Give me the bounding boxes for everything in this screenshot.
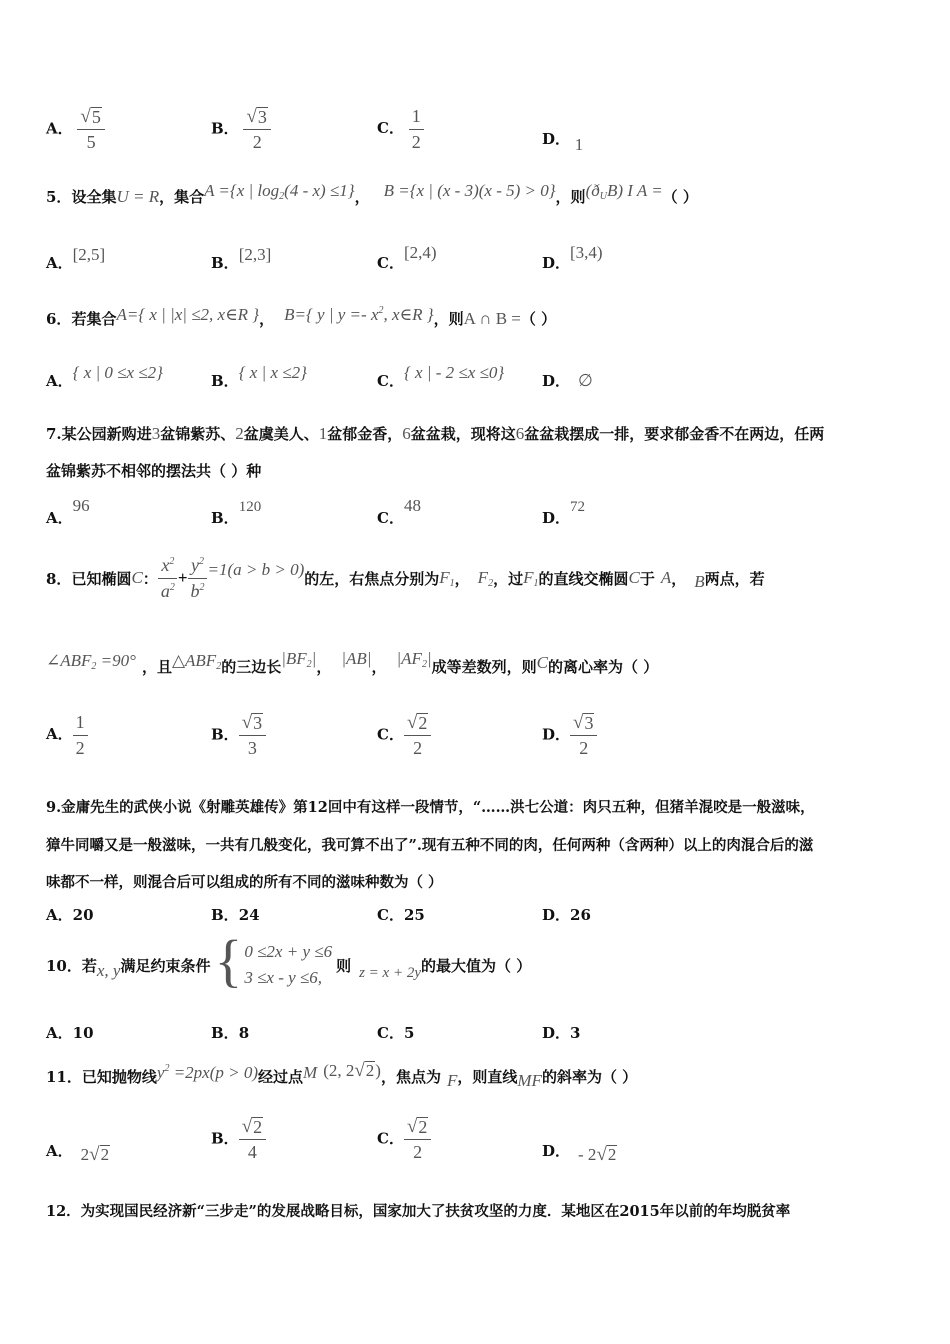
answer-paren: （ ） — [662, 188, 698, 206]
q8-option-d[interactable] — [542, 712, 597, 759]
math-point-b: B — [694, 572, 705, 592]
option-value: ∅ — [578, 371, 593, 390]
q9-stem-line1: 9.金庸先生的武侠小说《射雕英雄传》第12回中有这样一段情节，“……洪七公道：肉只五种，但猪羊混咬是一般滋味， — [46, 799, 815, 816]
stem-text: ，焦点为 — [380, 1068, 441, 1086]
option-value: [2,4) — [403, 243, 437, 262]
q11-option-a[interactable] — [46, 1140, 110, 1165]
stem-text: 的三边长 — [221, 658, 282, 676]
denominator: a — [160, 580, 170, 601]
math-triangle — [172, 651, 221, 670]
q5-option-c[interactable] — [377, 243, 437, 273]
option-value: { x | 0 ≤x ≤2} — [72, 363, 163, 382]
constraint-system — [244, 939, 332, 992]
q6-option-c[interactable] — [377, 363, 505, 391]
question-number: 11． — [46, 1068, 82, 1086]
option-label: C． — [377, 725, 404, 744]
math-af2 — [397, 649, 432, 668]
segment-head: |AF — [396, 649, 422, 668]
option-value: [2,3] — [238, 245, 272, 264]
coord-tail: ) — [375, 1061, 381, 1080]
q4-option-c[interactable] — [377, 106, 424, 152]
option-label: B． — [211, 509, 239, 527]
log-base: 2 — [279, 191, 285, 202]
fraction-x — [158, 555, 178, 601]
option-label: D． — [542, 1024, 571, 1042]
option-label: D． — [542, 372, 571, 390]
fraction: √ 5 5 — [77, 106, 104, 153]
option-value: 5 — [403, 1024, 415, 1042]
stem-text: 盆盆栽，现将这 — [410, 425, 516, 443]
q8-option-c[interactable] — [377, 712, 431, 759]
q5-option-a[interactable] — [46, 245, 106, 273]
radicand: 2 — [607, 1145, 617, 1164]
option-value: 26 — [570, 906, 591, 924]
q5-stem — [46, 181, 698, 208]
q6-option-d[interactable] — [542, 370, 593, 391]
stem-text: 的直线交椭圆 — [538, 569, 629, 588]
q8-stem-line2 — [46, 649, 659, 678]
math-f1 — [439, 568, 454, 589]
q5-option-b[interactable] — [211, 245, 272, 273]
option-value: [2,5] — [72, 245, 106, 264]
q6-stem — [46, 305, 557, 329]
stem-text: ， — [316, 658, 332, 676]
subscript: 2 — [91, 661, 97, 672]
exponent: 2 — [169, 556, 175, 567]
triangle-head: △ABF — [171, 651, 217, 670]
option-value: 72 — [570, 499, 586, 515]
math-objective: z = x + 2y — [359, 964, 421, 981]
math-c: C — [131, 568, 143, 588]
q10-stem — [46, 928, 532, 996]
option-value: 25 — [403, 906, 425, 924]
denominator: 2 — [579, 737, 589, 758]
option-value: 48 — [403, 496, 421, 515]
option-label: D． — [542, 254, 571, 272]
math-f2 — [478, 568, 493, 589]
stem-text: ，集合 — [159, 188, 205, 206]
option-value: [3,4) — [570, 243, 603, 262]
stem-text: ，则 — [555, 188, 586, 206]
complement-tail: B) I A = — [606, 181, 663, 200]
option-label: D． — [542, 1142, 571, 1160]
q9-option-c[interactable] — [377, 904, 425, 925]
math-c: C — [536, 653, 548, 672]
stem-text: 盆郁金香， — [327, 425, 403, 443]
stem-text: ， — [671, 569, 687, 588]
option-label: B． — [211, 1129, 239, 1148]
option-value: 8 — [238, 1024, 250, 1042]
math-line-mf: MF — [517, 1071, 542, 1090]
denominator: 2 — [413, 737, 423, 758]
denominator: 2 — [413, 1141, 423, 1162]
coefficient: - 2 — [578, 1145, 597, 1164]
option-label: D． — [542, 130, 571, 148]
q9-option-d[interactable] — [542, 904, 591, 925]
subscript: 1 — [449, 577, 455, 589]
math-point-a: A — [660, 568, 672, 588]
denominator: 2 — [411, 131, 421, 152]
q9-option-a[interactable] — [46, 904, 94, 925]
option-label: A． — [46, 1024, 73, 1042]
question-number: 10． — [46, 956, 82, 975]
fraction: √ 3 2 — [570, 712, 597, 759]
exponent: 2 — [169, 581, 175, 593]
math-focus: F — [446, 1071, 458, 1090]
radicand: 2 — [253, 1117, 263, 1137]
option-value: 120 — [238, 499, 262, 515]
q4-option-a[interactable] — [46, 106, 105, 153]
stem-text: ， — [354, 188, 370, 206]
denominator: 5 — [86, 131, 96, 152]
option-label: A． — [46, 509, 73, 527]
option-label: B． — [211, 119, 239, 138]
parabola-y: y — [156, 1063, 165, 1082]
question-number: 8． — [46, 569, 72, 588]
numerator: y — [191, 555, 199, 575]
angle-head: ∠ABF — [46, 651, 92, 670]
option-value: 2 √ 2 — [80, 1144, 110, 1165]
numerator: 1 — [73, 712, 88, 736]
option-value: 1 — [574, 135, 584, 154]
q11-option-c[interactable] — [377, 1116, 431, 1163]
stem-text: 的左，右焦点分别为 — [304, 569, 440, 588]
option-label: B． — [211, 906, 239, 924]
option-label: A． — [46, 725, 73, 744]
segment-tail: | — [426, 649, 432, 668]
focus-letter: F — [477, 567, 489, 587]
q7-option-d[interactable] — [542, 499, 586, 528]
math-angle — [46, 651, 136, 670]
angle-tail: =90° — [96, 651, 136, 670]
number: 2 — [235, 424, 244, 443]
q7-option-a[interactable] — [46, 496, 90, 528]
option-label: C． — [377, 119, 404, 138]
parabola-rest: =2px(p > 0) — [169, 1063, 258, 1082]
option-value: 24 — [238, 906, 260, 924]
stem-text: 若 — [81, 956, 97, 975]
subscript: 2 — [488, 577, 494, 589]
stem-text: 则 — [336, 956, 352, 975]
question-number: 6． — [46, 310, 72, 328]
q11-option-b[interactable] — [211, 1116, 266, 1163]
complement-subscript: U — [599, 191, 607, 202]
option-label: C． — [377, 1129, 404, 1148]
option-label: C． — [377, 509, 404, 527]
option-label: C． — [377, 372, 404, 390]
option-label: A． — [46, 1142, 73, 1160]
question-number: 5． — [46, 188, 72, 206]
radicand: 5 — [91, 107, 101, 127]
stem-text: ， — [259, 310, 275, 328]
number: 3 — [151, 424, 161, 443]
set-a-tail: (4 - x) ≤1} — [284, 181, 355, 200]
stem-text: ，过 — [493, 569, 524, 588]
stem-text: 已知椭圆 — [71, 569, 132, 588]
option-label: A． — [46, 254, 73, 272]
set-b-tail: , x∈R } — [383, 305, 434, 324]
denominator: b — [190, 580, 200, 601]
radicand: 3 — [584, 713, 594, 733]
subscript: 2 — [216, 661, 222, 672]
stem-text: 成等差数列，则 — [431, 658, 537, 676]
option-label: B． — [211, 372, 239, 390]
stem-text: 的斜率为（ ） — [541, 1068, 638, 1086]
q8-option-b[interactable] — [211, 712, 266, 759]
math-intersection: A ∩ B = — [463, 309, 521, 328]
radicand: 2 — [365, 1061, 375, 1080]
option-value: 96 — [72, 496, 90, 515]
segment-tail: | — [311, 649, 317, 668]
constraint-1: 0 ≤2x + y ≤6 — [244, 941, 333, 961]
denominator: 4 — [247, 1141, 257, 1162]
fraction: √ 3 2 — [243, 106, 270, 153]
math-set-b: B ={x | (x - 3)(x - 5) > 0} — [383, 181, 556, 200]
q4-option-b[interactable] — [211, 106, 271, 153]
q9-stem-line3: 味都不一样，则混合后可以组成的所有不同的滋味种数为（ ） — [46, 874, 443, 891]
coord-head: (2, 2 — [323, 1061, 355, 1080]
math-bf2 — [281, 649, 316, 668]
focus-letter: F — [439, 567, 450, 587]
subscript: 2 — [421, 659, 427, 670]
q6-option-a[interactable] — [46, 363, 163, 391]
fraction — [73, 712, 88, 758]
plus-sign: + — [177, 568, 188, 588]
number: 1 — [318, 424, 328, 443]
stem-text: ， — [454, 569, 470, 588]
denominator: 3 — [247, 737, 257, 758]
stem-text: 盆盆栽摆成一排，要求郁金香不在两边，任两 — [524, 425, 825, 443]
denominator: 2 — [252, 131, 262, 152]
math-universal-set: U = R — [116, 187, 160, 206]
option-label: C． — [377, 254, 404, 272]
answer-paren: （ ） — [520, 310, 557, 328]
fraction: √ 3 3 — [239, 712, 266, 759]
stem-text: 盆虞美人、 — [243, 425, 319, 443]
fraction-y — [188, 555, 208, 601]
stem-text: ，且 — [141, 658, 172, 676]
q10-option-d[interactable] — [542, 1022, 580, 1043]
option-label: A． — [46, 906, 73, 924]
q4-option-d[interactable] — [542, 128, 584, 154]
complement-head: (ð — [585, 181, 600, 200]
q8-option-a[interactable] — [46, 712, 88, 758]
math-f1 — [523, 568, 538, 589]
q7-stem-line2: 盆锦紫苏不相邻的摆法共（ ）种 — [46, 462, 262, 480]
math-parabola — [157, 1063, 258, 1082]
stem-text: 某公园新购进 — [61, 425, 152, 443]
radicand: 3 — [253, 713, 263, 733]
option-label: B． — [211, 1024, 239, 1042]
q9-stem-line2: 獐牛同嚼又是一般滋味，一共有几般变化，我可算不出了”.现有五种不同的肉，任何两种（含两种）以上的肉混合后的滋 — [46, 837, 814, 854]
option-label: D． — [542, 725, 571, 744]
radicand: 2 — [100, 1145, 110, 1164]
fraction: √ 2 2 — [404, 1116, 431, 1163]
math-set-a — [204, 181, 354, 200]
option-value: - 2 √ 2 — [578, 1144, 617, 1165]
option-value: 20 — [72, 906, 94, 924]
q8-stem-line1 — [46, 555, 765, 601]
number: 6 — [402, 424, 411, 443]
stem-text: ，则 — [433, 310, 464, 328]
option-value: 3 — [570, 1024, 581, 1042]
math-set-a: A={ x | |x| ≤2, x∈R } — [116, 305, 260, 324]
math-point-coords: (2, 2 √ 2 ) — [323, 1060, 381, 1081]
set-b-head: B={ y | y =- x — [284, 305, 379, 324]
math-equation: =1(a > b > 0) — [207, 560, 305, 580]
stem-text: 已知抛物线 — [81, 1068, 157, 1086]
math-c: C — [628, 568, 640, 588]
set-a-head: A ={x | log — [204, 181, 280, 200]
subscript: 2 — [306, 659, 312, 670]
stem-text: 两点，若 — [704, 569, 765, 588]
stem-text: 的离心率为（ ） — [548, 658, 659, 676]
question-number: 7. — [46, 425, 62, 443]
constraint-2: 3 ≤x - y ≤6, — [244, 968, 323, 987]
stem-text: 若集合 — [71, 310, 117, 328]
q9-option-b[interactable] — [211, 904, 260, 925]
focus-letter: F — [523, 567, 534, 587]
option-label: C． — [377, 906, 404, 924]
option-value: { x | x ≤2} — [238, 363, 307, 382]
stem-text: 的最大值为（ ） — [421, 956, 532, 975]
q7-stem-line1 — [46, 423, 824, 444]
option-label: A． — [46, 372, 73, 390]
exponent: 2 — [199, 581, 205, 593]
subscript: 1 — [533, 577, 539, 589]
q6-option-b[interactable] — [211, 363, 307, 391]
q11-option-d[interactable] — [542, 1140, 617, 1165]
numerator: x — [161, 555, 170, 575]
option-value: 10 — [72, 1024, 94, 1042]
numerator: 1 — [409, 106, 424, 130]
fraction — [409, 106, 424, 152]
q7-option-c[interactable] — [377, 496, 421, 528]
fraction: √ 2 2 — [404, 712, 431, 759]
option-label: C． — [377, 1024, 404, 1042]
fraction: √ 2 4 — [239, 1116, 266, 1163]
q10-option-c[interactable] — [377, 1022, 414, 1043]
q7-option-b[interactable] — [211, 499, 262, 528]
denominator: 2 — [75, 737, 85, 758]
q10-option-b[interactable] — [211, 1022, 249, 1043]
radicand: 3 — [257, 107, 267, 127]
option-value: { x | - 2 ≤x ≤0} — [403, 363, 505, 382]
math-vars: x, y — [96, 961, 121, 980]
exponent: 2 — [199, 556, 204, 567]
q5-option-d[interactable] — [542, 243, 603, 273]
stem-text: 设全集 — [71, 188, 117, 206]
exponent: 2 — [378, 305, 384, 316]
coefficient: 2 — [80, 1145, 90, 1164]
q12-stem-line1: 12．为实现国民经济新“三步走”的发展战略目标，国家加大了扶贫攻坚的力度．某地区在2015年以前的年均脱贫率 — [46, 1203, 791, 1220]
stem-text: ： — [142, 569, 158, 588]
exponent: 2 — [164, 1063, 170, 1074]
number: 6 — [515, 424, 525, 443]
radicand: 2 — [418, 713, 428, 733]
math-set-b — [284, 305, 433, 324]
left-brace: { — [214, 928, 243, 993]
option-label: D． — [542, 906, 571, 924]
option-label: B． — [211, 254, 239, 272]
q10-option-a[interactable] — [46, 1022, 94, 1043]
q11-stem — [46, 1060, 638, 1090]
segment-head: |BF — [281, 649, 307, 668]
stem-text: 于 — [639, 569, 655, 588]
math-point-m: M — [303, 1063, 318, 1082]
math-ab: |AB| — [341, 649, 372, 668]
stem-text: 满足约束条件 — [120, 956, 211, 975]
radicand: 2 — [418, 1117, 428, 1137]
stem-text: 盆锦紫苏、 — [160, 425, 236, 443]
option-label: A． — [46, 119, 73, 138]
stem-text: 经过点 — [258, 1068, 304, 1086]
stem-text: ，则直线 — [457, 1068, 518, 1086]
math-complement — [586, 181, 663, 200]
option-label: B． — [211, 725, 239, 744]
stem-text: ， — [371, 658, 387, 676]
option-label: D． — [542, 509, 571, 527]
